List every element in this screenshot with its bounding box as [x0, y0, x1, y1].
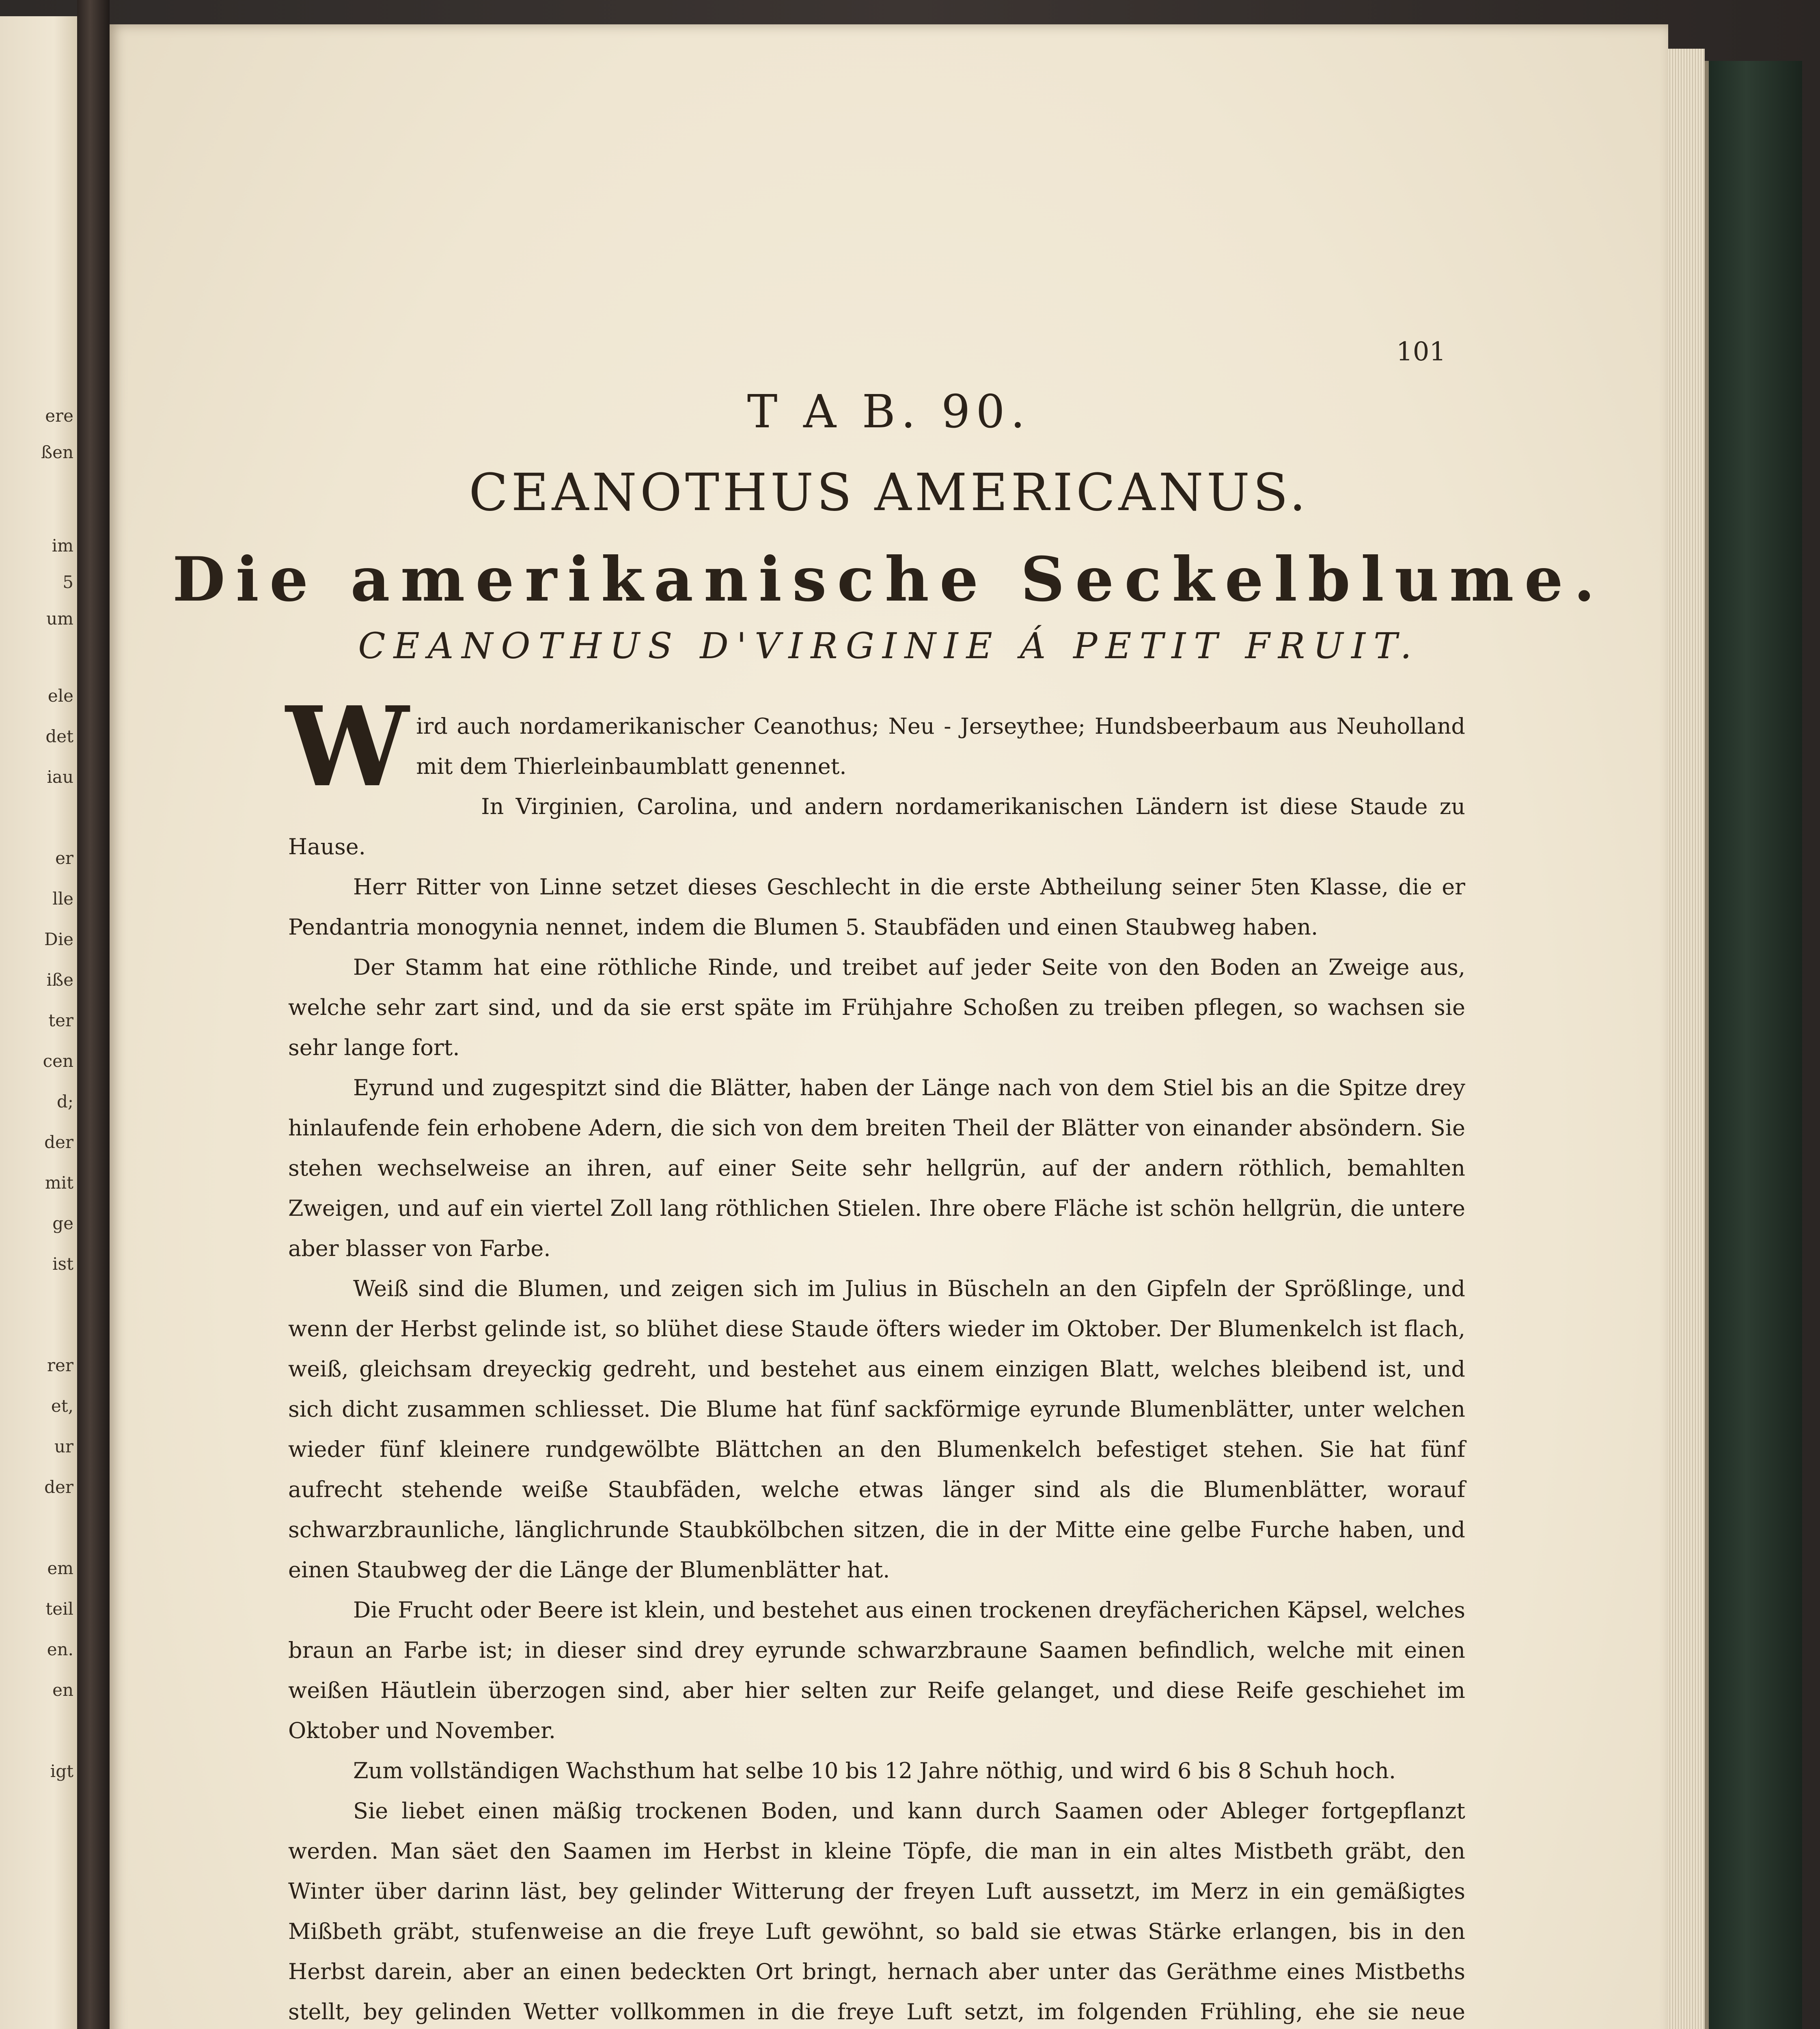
left-page-fragment: Die [44, 929, 73, 949]
left-page-fragment: ele [47, 686, 73, 706]
left-page-fragment: teil [45, 1599, 73, 1619]
latin-name-heading: CEANOTHUS AMERICANUS. [469, 463, 1309, 522]
left-page-fragment: 5 [63, 572, 73, 592]
body-paragraph: Die Frucht oder Beere ist klein, und bestehet aus einen trockenen dreyfächerichen Käpsel, welches braun an Farbe ist; in dieser sind drey eyrunde schwarzbraune Saamen befindlich, welche mit einen weißen Häutlein überzogen sind, aber hier selten zur Reife gelanget, und diese Reife geschiehet im Oktober und November. [288, 1597, 1465, 1743]
body-paragraph [286, 682, 1465, 811]
left-page-fragment: iau [47, 767, 73, 787]
body-text [286, 682, 1465, 2029]
left-page-fragment: em [47, 1558, 73, 1578]
left-page-fragment: ere [45, 406, 73, 426]
left-page-fragment: ist [52, 1254, 73, 1274]
left-page-fragment: rer [47, 1355, 73, 1375]
left-page-fragment: ßen [41, 442, 73, 462]
left-page-fragment: mit [45, 1173, 73, 1193]
left-page-fragment: det [45, 726, 73, 746]
body-paragraph: Eyrund und zugespitzt sind die Blätter, haben der Länge nach von dem Stiel bis an die Spitze drey hinlaufende fein erhobene Adern, die sich von dem breiten Theil der Blätter von einander absöndern. Sie stehen wechselweise an ihren, auf einer Seite sehr hellgrün, auf der andern röthlich, bemahlten Zweigen, und auf ein viertel Zoll lang röthlichen Stielen. Ihre obere Fläche ist schön hellgrün, die untere aber blasser von Farbe. [288, 1075, 1465, 1261]
left-page-fragment: en [52, 1680, 73, 1700]
body-paragraph: Herr Ritter von Linne setzet dieses Geschlecht in die erste Abtheilung seiner 5ten Klasse, die er Pendantria monogynia nennet, indem die Blumen 5. Staubfäden und einen Staubweg haben. [288, 874, 1465, 940]
book-page [110, 24, 1668, 2029]
previous-page-edge [0, 16, 77, 2029]
german-name-heading: Die amerikanische Seckelblume. [172, 544, 1606, 615]
left-page-fragment: um [46, 609, 73, 629]
left-page-fragment: ge [52, 1213, 73, 1233]
body-paragraph: In Virginien, Carolina, und andern nordamerikanischen Ländern ist diese Staude zu Hause. [288, 794, 1465, 859]
left-page-fragment: cen [43, 1051, 73, 1071]
left-page-fragment: ter [48, 1010, 73, 1030]
left-page-fragment: en. [47, 1639, 73, 1659]
left-page-fragment: et, [51, 1396, 73, 1416]
book-cover [1705, 61, 1802, 2029]
left-page-fragment: igt [50, 1761, 73, 1781]
left-page-fragment: er [55, 848, 73, 868]
left-page-fragment: lle [52, 889, 73, 909]
body-paragraph: Zum vollständigen Wachsthum hat selbe 10 bis 12 Jahre nöthig, und wird 6 bis 8 Schuh hoch. [353, 1758, 1396, 1783]
left-page-fragment: im [52, 536, 73, 556]
drop-cap: W [286, 682, 409, 811]
page-number: 101 [1396, 337, 1446, 367]
french-name-heading: CEANOTHUS D'VIRGINIE Á PETIT FRUIT. [358, 625, 1420, 667]
body-paragraph: Sie liebet einen mäßig trockenen Boden, und kann durch Saamen oder Ableger fortgepflanzt werden. Man säet den Saamen im Herbst in kleine Töpfe, die man in ein altes Mistbeth gräbt, den Winter über darinn läst, bey gelinder Witterung der freyen Luft aussetzt, im Merz in ein gemäßigtes Mißbeth gräbt, stufenweise an die freye Luft gewöhnt, so bald sie etwas Stärke erlangen, bis in den Herbst darein, aber an einen bedeckten Ort bringt, hernach aber unter das Geräthme eines Mistbeths stellt, bey gelinden Wetter vollkommen in die freye Luft setzt, im folgenden Frühling, ehe sie neue [288, 1798, 1465, 2025]
left-page-fragment: ur [54, 1437, 73, 1456]
left-page-fragment: iße [46, 970, 73, 990]
paragraph-text: ird auch nordamerikanischer Ceanothus; Neu - Jerseythee; Hundsbeerbaum aus Neuholland mit dem Thierleinbaumblatt genennet. [416, 713, 1465, 779]
body-paragraph: Weiß sind die Blumen, und zeigen sich im Julius in Büscheln an den Gipfeln der Sprößlinge, und wenn der Herbst gelinde ist, so blühet diese Staude öfters wieder im Oktober. Der Blumenkelch ist flach, weiß, gleichsam dreyeckig gedreht, und bestehet aus einem einzigen Blatt, welches bleibend ist, und sich dicht zusammen schliesset. Die Blume hat fünf sackförmige eyrunde Blumenblätter, unter welchen wieder fünf kleinere rundgewölbte Blättchen an den Blumenkelch befestiget stehen. Sie hat fünf aufrecht stehende weiße Staubfäden, welche etwas länger sind als die Blumenblätter, worauf schwarzbraunliche, länglichrunde Staubkölbchen sitzen, die in der Mitte eine gelbe Furche haben, und einen Staubweg der die Länge der Blumenblätter hat. [288, 1276, 1465, 1583]
left-page-fragment: der [44, 1132, 73, 1152]
left-page-fragment: d; [56, 1092, 73, 1111]
left-page-fragment: der [44, 1477, 73, 1497]
book-gutter [77, 0, 110, 2029]
plate-title: T A B. 90. [747, 386, 1031, 438]
body-paragraph: Der Stamm hat eine röthliche Rinde, und treibet auf jeder Seite von den Boden an Zweige aus, welche sehr zart sind, und da sie erst späte im Frühjahre Schoßen zu treiben pflegen, so wachsen sie sehr lange fort. [288, 954, 1465, 1060]
